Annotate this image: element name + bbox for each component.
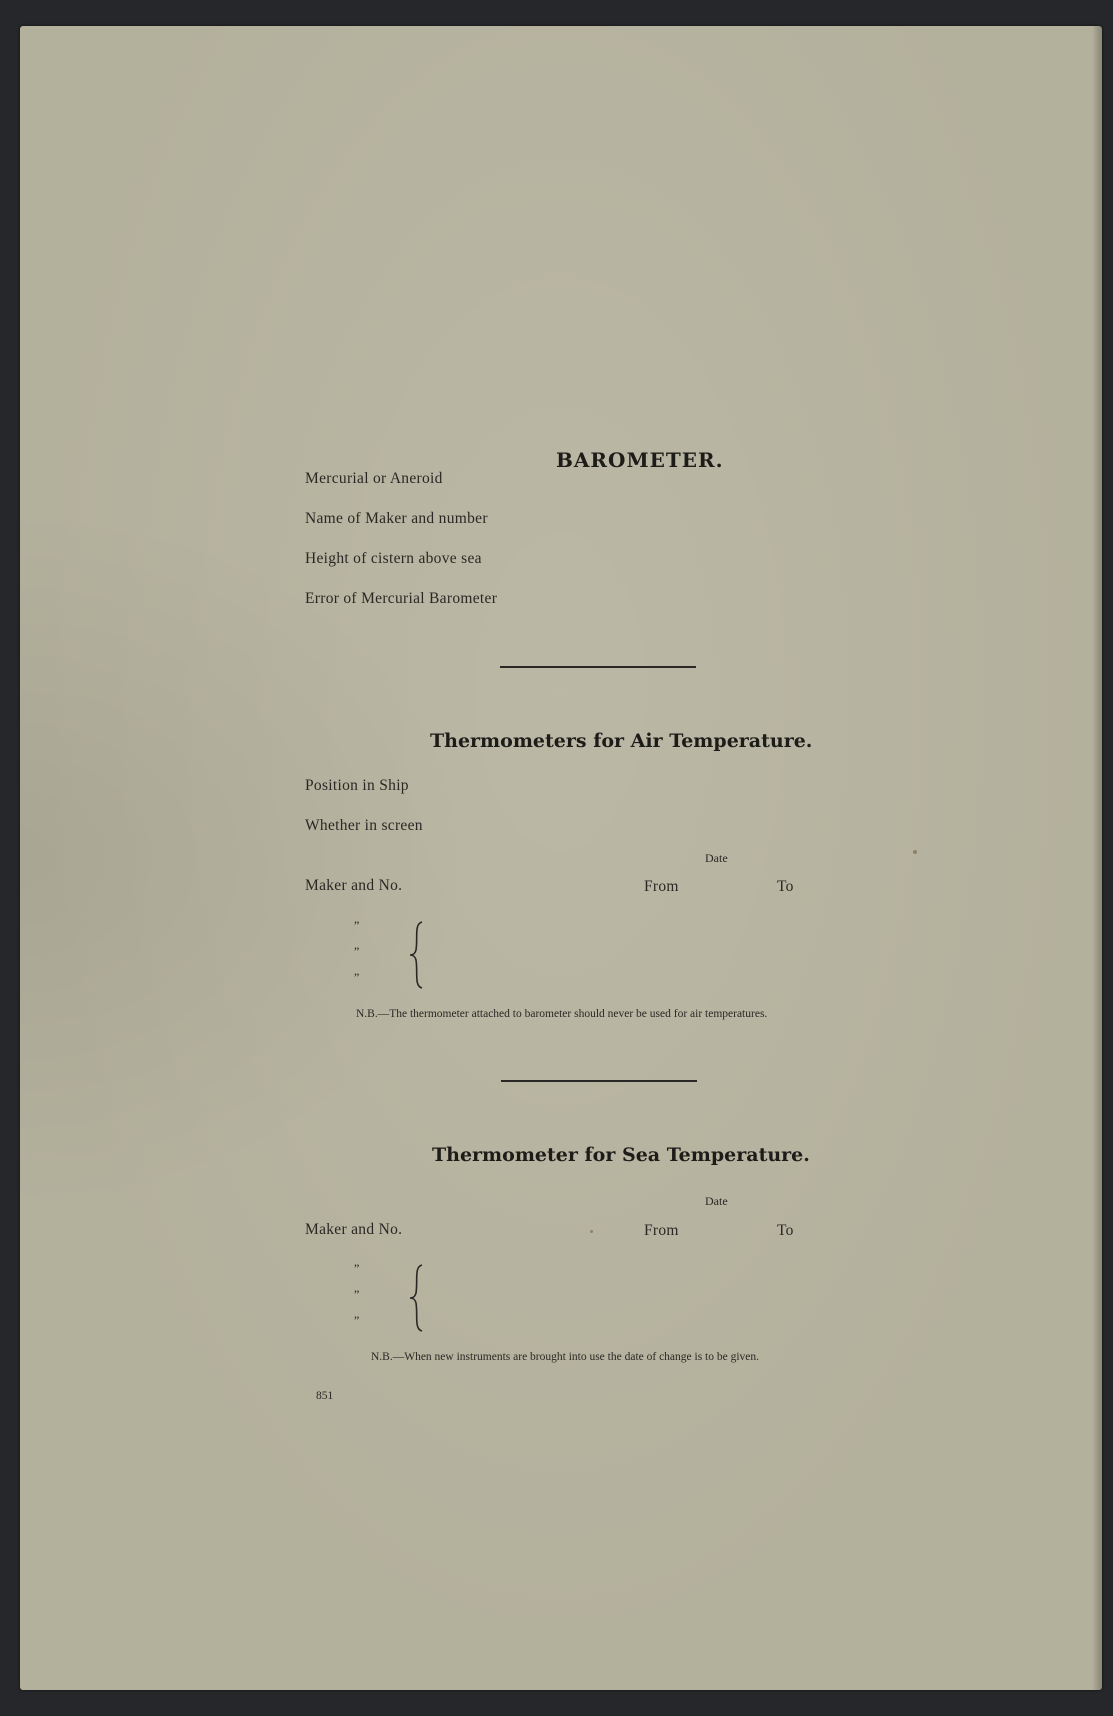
form-number: 851 <box>316 1390 334 1402</box>
air-maker-field: Maker and No. <box>305 877 403 894</box>
air-from-label: From <box>644 878 679 895</box>
air-to-label: To <box>777 878 794 895</box>
sea-date-label: Date <box>705 1194 728 1208</box>
barometer-field-height: Height of cistern above sea <box>305 550 482 567</box>
page-edge-shadow <box>1092 26 1102 1690</box>
section-divider <box>501 1080 697 1082</box>
paper-speck <box>913 850 917 854</box>
air-note: N.B.—The thermometer attached to barometer should never be used for air temperatures. <box>356 1008 768 1020</box>
air-screen-field: Whether in screen <box>305 817 423 834</box>
barometer-field-maker: Name of Maker and number <box>305 510 488 527</box>
section-divider <box>500 666 696 668</box>
sea-ditto-mark: ” <box>354 1287 360 1301</box>
barometer-heading: BAROMETER. <box>556 448 724 472</box>
air-ditto-mark: ” <box>354 918 360 932</box>
sea-to-label: To <box>777 1222 794 1239</box>
sea-note: N.B.—When new instruments are brought into use the date of change is to be given. <box>371 1351 760 1363</box>
air-ditto-mark: ” <box>354 970 360 984</box>
sea-maker-field: Maker and No. <box>305 1221 403 1238</box>
sea-thermometer-heading: Thermometer for Sea Temperature. <box>432 1144 810 1166</box>
air-position-field: Position in Ship <box>305 777 409 794</box>
barometer-field-type: Mercurial or Aneroid <box>305 470 443 487</box>
form-page <box>20 26 1102 1690</box>
air-thermometers-heading: Thermometers for Air Temperature. <box>430 730 813 752</box>
air-brace-icon <box>408 920 428 990</box>
sea-ditto-mark: ” <box>354 1313 360 1327</box>
barometer-field-error: Error of Mercurial Barometer <box>305 590 498 607</box>
air-ditto-mark: ” <box>354 944 360 958</box>
paper-speck <box>590 1230 593 1233</box>
sea-brace-icon <box>408 1263 428 1333</box>
sea-ditto-mark: ” <box>354 1261 360 1275</box>
air-date-label: Date <box>705 851 728 865</box>
sea-from-label: From <box>644 1222 679 1239</box>
